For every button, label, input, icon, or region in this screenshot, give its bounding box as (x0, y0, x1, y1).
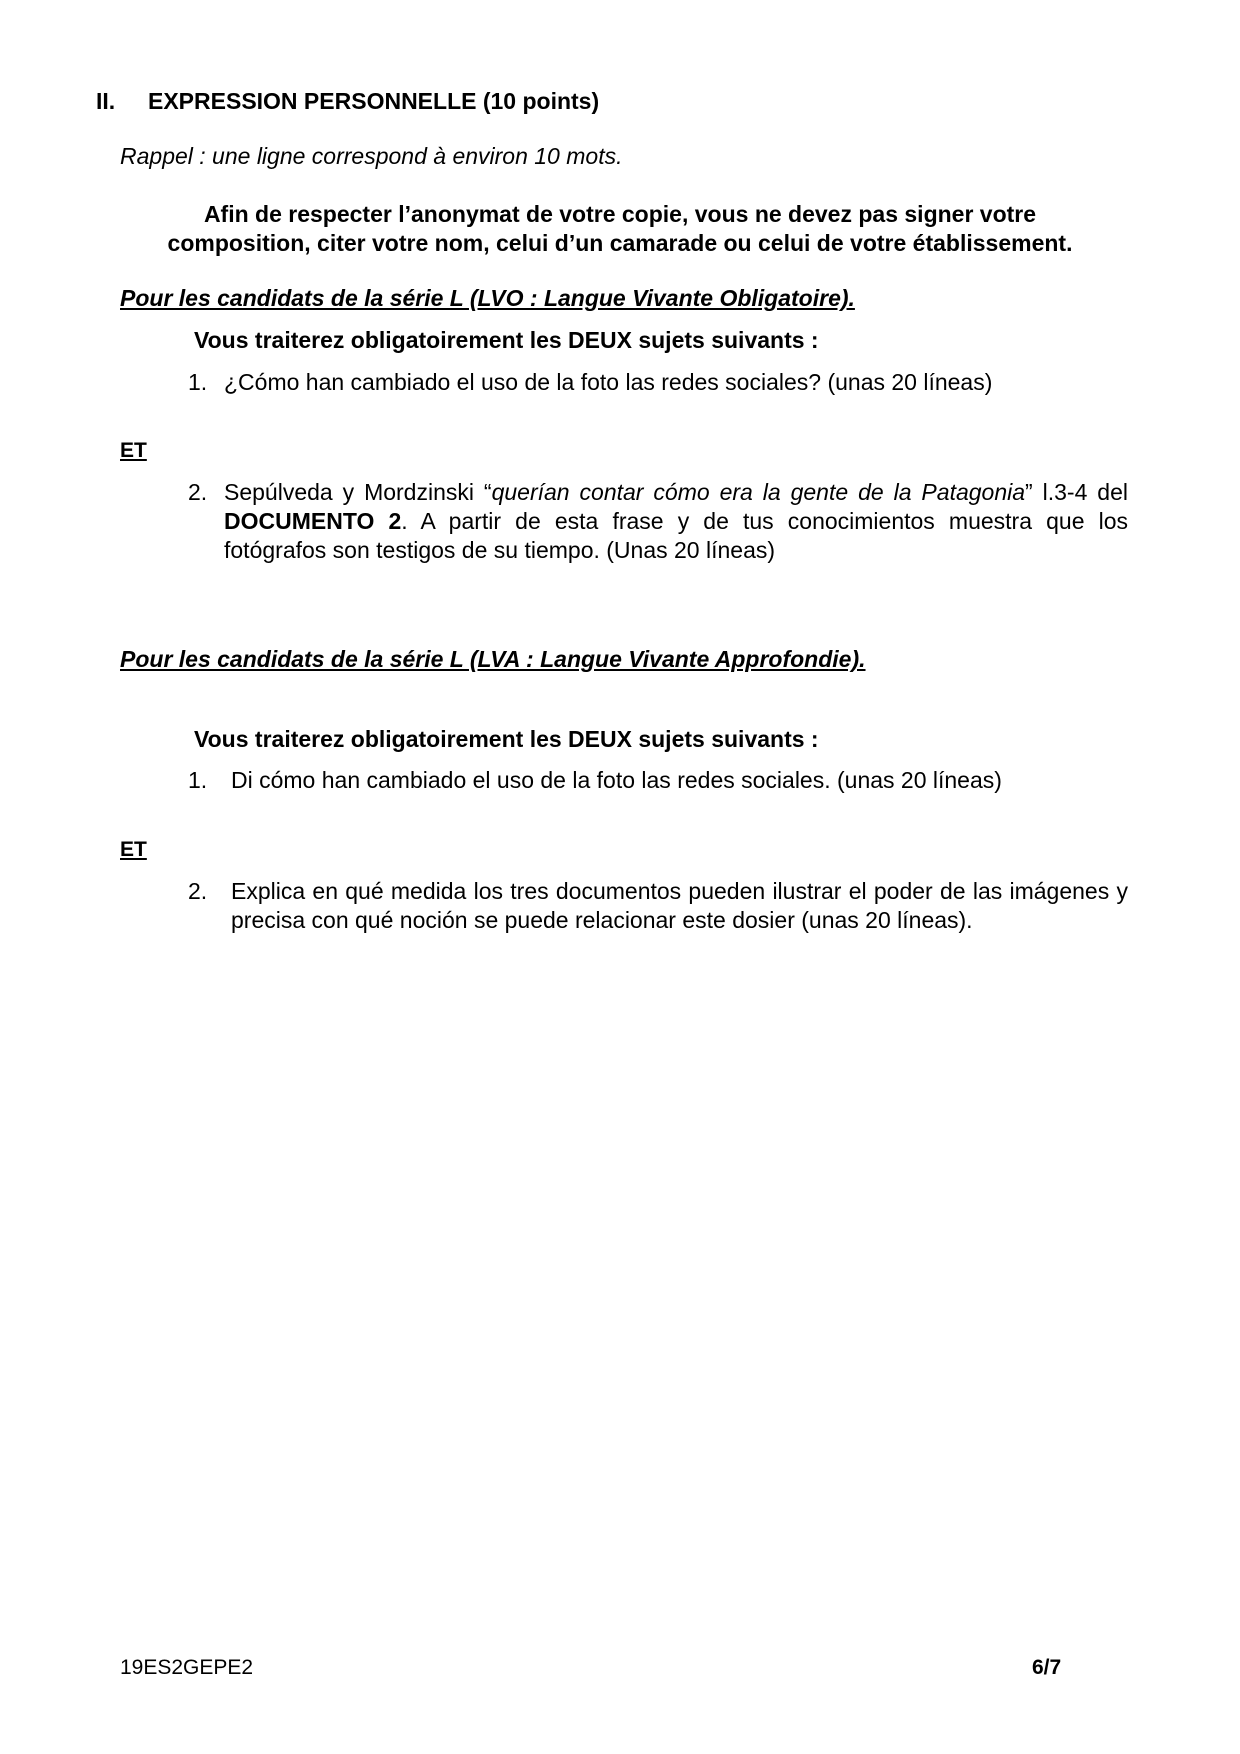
lvo-item-1 (188, 368, 1128, 397)
footer-page-number: 6/7 (1032, 1656, 1062, 1679)
footer-exam-code: 19ES2GEPE2 (120, 1656, 254, 1679)
lvo-item-2-document-ref: DOCUMENTO 2 (224, 508, 402, 534)
lvo-heading: Pour les candidats de la série L (LVO : Langue Vivante Obligatoire). (120, 285, 855, 311)
lvo-item-1-number: 1. (188, 369, 208, 395)
lva-item-1-number: 1. (188, 767, 208, 793)
anonymity-line-1: Afin de respecter l’anonymat de votre copie, vous ne devez pas signer votre (203, 201, 1037, 227)
lvo-item-2 (188, 478, 1128, 565)
lvo-item-2-text (224, 478, 1128, 565)
lvo-item-2-part1: Sepúlveda y Mordzinski “ (224, 479, 492, 505)
lva-item-2-number: 2. (188, 878, 208, 904)
section-title-text: EXPRESSION PERSONNELLE (10 points) (148, 88, 600, 114)
lvo-item-1-text: ¿Cómo han cambiado el uso de la foto las redes sociales? (unas 20 líneas) (224, 369, 993, 395)
lvo-item-2-part2: ” l.3-4 del (1025, 479, 1128, 505)
anonymity-line-2: composition, citer votre nom, celui d’un camarade ou celui de votre établissement. (167, 230, 1073, 256)
reminder-note: Rappel : une ligne correspond à environ 10 mots. (120, 143, 623, 169)
lva-item-1-text: Di cómo han cambiado el uso de la foto las redes sociales. (unas 20 líneas) (231, 767, 1002, 793)
lva-item-2 (188, 877, 1128, 935)
lva-heading: Pour les candidats de la série L (LVA : Langue Vivante Approfondie). (120, 646, 866, 672)
section-number: II. (96, 88, 116, 114)
lvo-instruction: Vous traiterez obligatoirement les DEUX sujets suivants : (194, 327, 819, 353)
lva-item-1 (188, 766, 1128, 795)
lvo-item-2-number: 2. (188, 479, 208, 505)
lva-et-label: ET (120, 838, 147, 861)
lvo-et-label: ET (120, 439, 147, 462)
lva-instruction: Vous traiterez obligatoirement les DEUX sujets suivants : (194, 726, 819, 752)
section-title (96, 88, 599, 115)
lva-item-2-text: Explica en qué medida los tres documentos pueden ilustrar el poder de las imágenes y precisa con qué noción se puede relacionar este dosier (unas 20 líneas). (231, 878, 1128, 933)
lvo-item-2-part3: . A partir de esta frase y de tus conocimientos muestra que los fotógrafos son testigos de su tiempo. (Unas 20 líneas) (224, 508, 1128, 563)
lvo-item-2-quote: querían contar cómo era la gente de la Patagonia (491, 479, 1026, 505)
anonymity-notice (120, 200, 1120, 258)
